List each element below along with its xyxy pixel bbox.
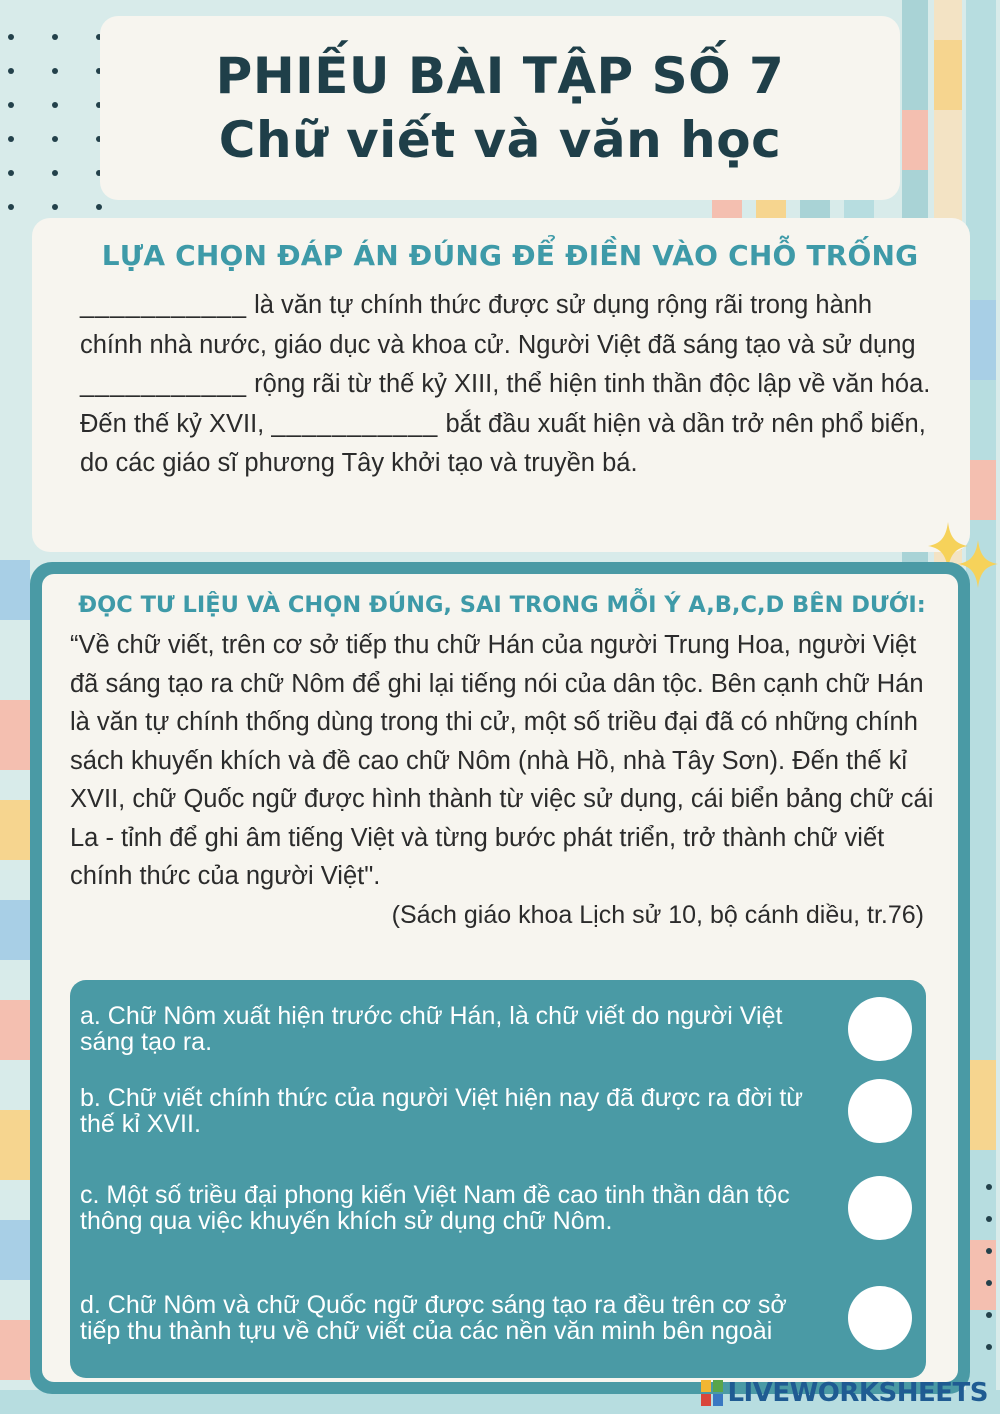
- fill-in-section: [32, 218, 970, 552]
- reading-panel: [42, 574, 958, 1382]
- dot-grid-top-left: [8, 34, 102, 210]
- blank-2[interactable]: ___________: [80, 370, 248, 398]
- option-d: [80, 1272, 912, 1364]
- option-b-text: b. Chữ viết chính thức của người Việt hiện nay đã được ra đời từ thế kỉ XVII.: [80, 1084, 804, 1138]
- option-c-answer-circle[interactable]: [848, 1176, 912, 1240]
- blank-3[interactable]: ___________: [271, 409, 439, 438]
- title-card: [100, 16, 900, 200]
- liveworksheets-logo-icon: [701, 1380, 723, 1406]
- liveworksheets-watermark: [701, 1378, 988, 1408]
- source-quote: “Về chữ viết, trên cơ sở tiếp thu chữ Hán của người Trung Hoa, người Việt đã sáng tạo ra chữ Nôm để ghi lại tiếng nói của dân tộc. Bên cạnh chữ Hán là văn tự chính thống dùng trong thi cử, một số triều đại đã có những chính sách khuyến khích và đề cao chữ Nôm (nhà Hồ, nhà Tây Sơn). Đến thế kỉ XVII, chữ Quốc ngữ được hình thành từ việc sử dụng, cái biển bảng chữ cái La - tỉnh để ghi âm tiếng Việt và từng bước phát triển, trở thành chữ viết chính thức của người Việt".: [70, 631, 934, 890]
- reading-section: [30, 562, 970, 1394]
- fill-text-part3: bắt đầu xuất hiện và dần trở nên phổ biến, do các giáo sĩ phương Tây khởi tạo và truyền bá.: [80, 409, 926, 477]
- option-b-answer-circle[interactable]: [848, 1079, 912, 1143]
- fill-section-heading: LỰA CHỌN ĐÁP ÁN ĐÚNG ĐỂ ĐIỀN VÀO CHỖ TRỐNG: [101, 239, 919, 272]
- worksheet-subtitle: Chữ viết và văn học: [218, 111, 782, 169]
- option-d-text: d. Chữ Nôm và chữ Quốc ngữ được sáng tạo ra đều trên cơ sở tiếp thu thành tựu về chữ viết của các nền văn minh bên ngoài: [80, 1291, 787, 1345]
- quote-citation: (Sách giáo khoa Lịch sử 10, bộ cánh diều, tr.76): [391, 900, 924, 929]
- fill-text-part1: là văn tự chính thức được sử dụng rộng rãi trong hành chính nhà nước, giáo dục và khoa cử. Người Việt đã sáng tạo và sử dụng: [80, 291, 916, 359]
- fill-text-part2: rộng rãi từ thế kỷ XIII, thể hiện tinh thần độc lập về văn hóa. Đến thế kỷ XVII,: [80, 370, 931, 438]
- option-a-text: a. Chữ Nôm xuất hiện trước chữ Hán, là chữ viết do người Việt sáng tạo ra.: [80, 1002, 783, 1056]
- blank-1[interactable]: ___________: [80, 291, 248, 319]
- fill-paragraph: [80, 286, 940, 484]
- option-c-text: c. Một số triều đại phong kiến Việt Nam đề cao tinh thần dân tộc thông qua việc khuyến khích sử dụng chữ Nôm.: [80, 1181, 790, 1235]
- option-b: [80, 1078, 912, 1144]
- option-c: [80, 1162, 912, 1254]
- worksheet-title: PHIẾU BÀI TẬP SỐ 7: [215, 47, 785, 105]
- reading-heading: ĐỌC TƯ LIỆU VÀ CHỌN ĐÚNG, SAI TRONG MỖI Ý A,B,C,D BÊN DƯỚI:: [78, 592, 926, 618]
- option-a-answer-circle[interactable]: [848, 997, 912, 1061]
- true-false-options: [70, 980, 926, 1378]
- watermark-text: LIVEWORKSHEETS: [727, 1378, 988, 1408]
- option-d-answer-circle[interactable]: [848, 1286, 912, 1350]
- option-a: [80, 998, 912, 1060]
